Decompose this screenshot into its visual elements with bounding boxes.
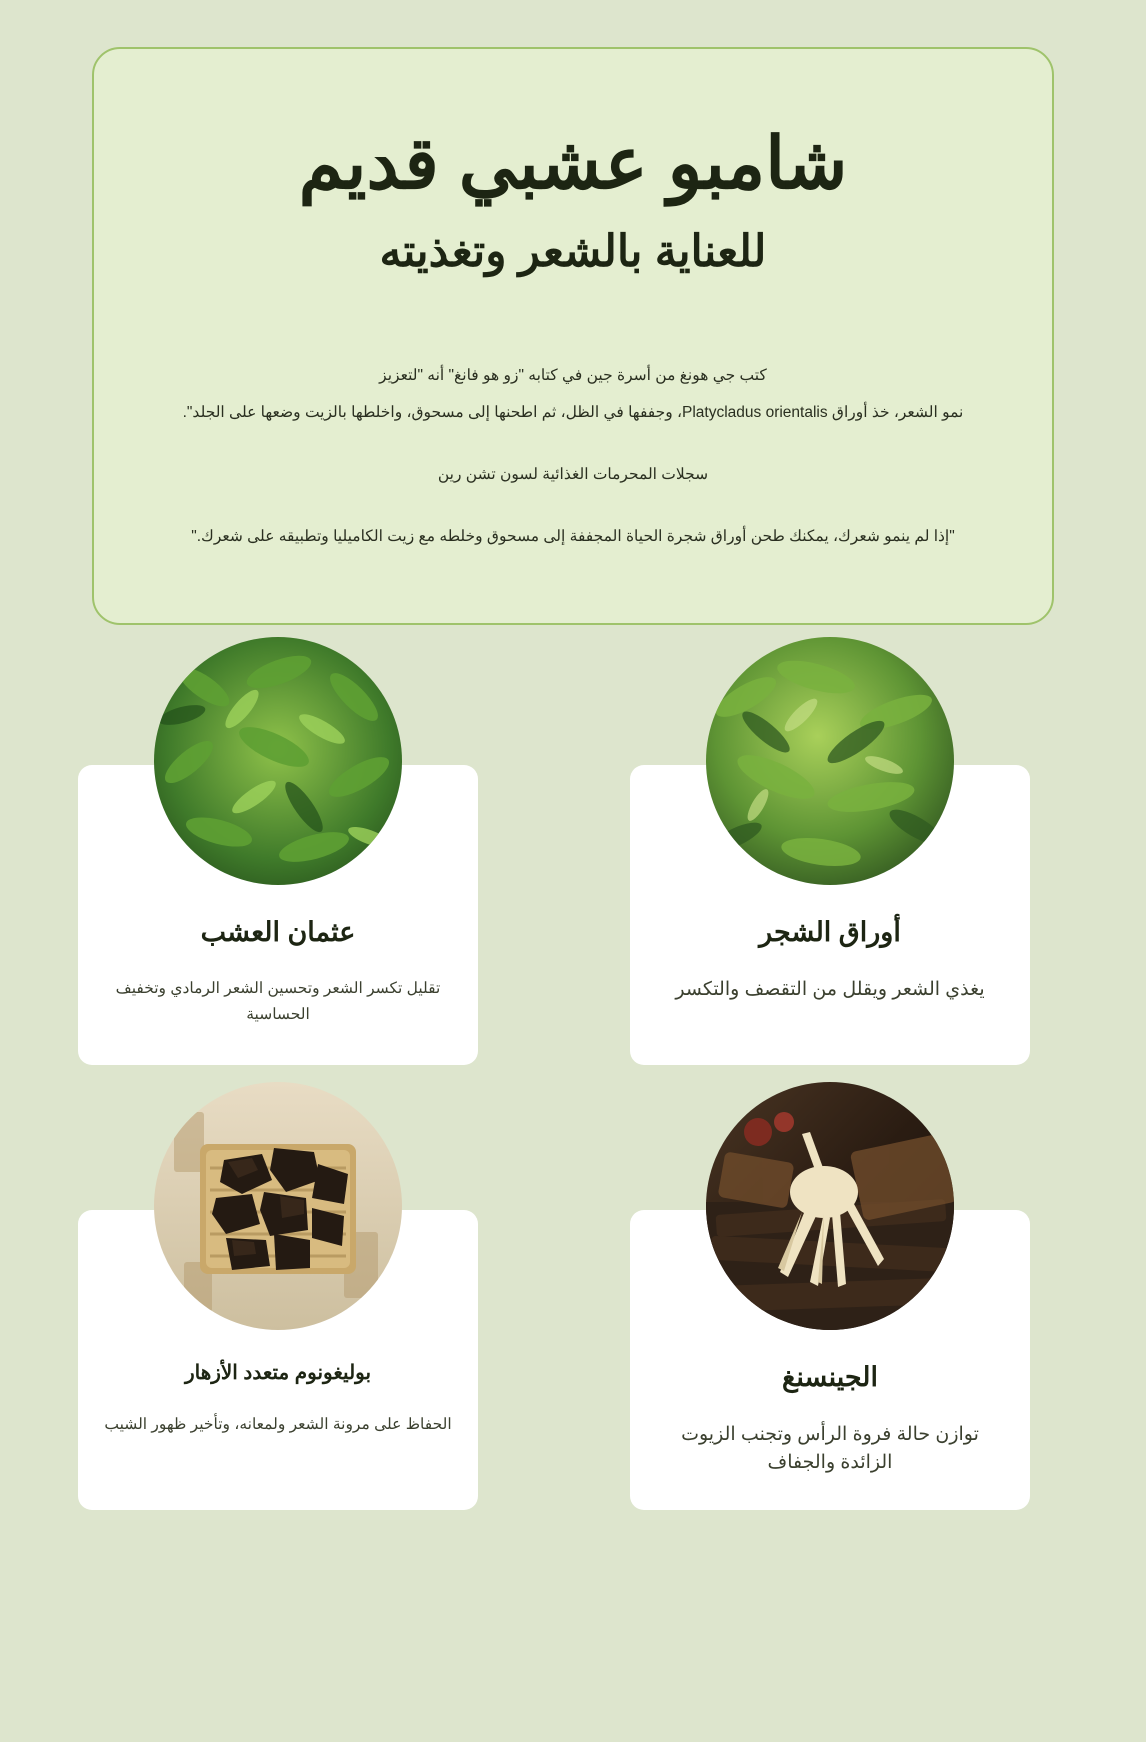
hero-paragraph-1: كتب جي هونغ من أسرة جين في كتابه "زو هو فانغ" أنه "لتعزيز	[379, 367, 767, 385]
dried-polygonum-pieces-photo	[154, 1082, 402, 1330]
ginseng-root-photo	[706, 1082, 954, 1330]
ingredient-title: بوليغونوم متعدد الأزهار	[184, 1362, 372, 1384]
ingredient-desc: توازن حالة فروة الرأس وتجنب الزيوت الزائدة والجفاف	[681, 1424, 979, 1473]
ingredient-title: عثمان العشب	[200, 917, 356, 947]
hero-paragraph-2: نمو الشعر، خذ أوراق Platycladus orientalis، وجففها في الظل، ثم اطحنها إلى مسحوق، واخلطها بالزيت وضعها على الجلد".	[182, 403, 964, 421]
hero-card	[92, 47, 1054, 625]
ingredient-card-4	[78, 1210, 478, 1510]
ingredient-title: الجينسنغ	[781, 1362, 879, 1392]
ingredient-card-3	[630, 1210, 1030, 1510]
paragraph-spacer	[154, 431, 992, 457]
hero-paragraph-3: سجلات المحرمات الغذائية لسون تشن رين	[437, 466, 709, 484]
cypress-foliage-photo	[706, 637, 954, 885]
ingredient-desc: تقليل تكسر الشعر وتحسين الشعر الرمادي وتخفيف الحساسية	[115, 980, 441, 1024]
ingredient-row-2	[0, 1100, 1146, 1540]
ingredient-card-2	[78, 765, 478, 1065]
page-subtitle: للعناية بالشعر وتغذيته	[379, 227, 767, 276]
hero-paragraph-4: "إذا لم ينمو شعرك، يمكنك طحن أوراق شجرة الحياة المجففة إلى مسحوق وخلطه مع زيت الكاميليا وتطبيقه على شعرك."	[191, 528, 955, 546]
ingredient-card-1	[630, 765, 1030, 1065]
green-herb-leaves-photo	[154, 637, 402, 885]
hero-body	[154, 358, 992, 556]
ingredient-title: أوراق الشجر	[759, 917, 901, 947]
ingredient-grid	[0, 660, 1146, 1540]
ingredient-row-1	[0, 660, 1146, 1100]
paragraph-spacer-2	[154, 493, 992, 519]
ingredient-desc: يغذي الشعر ويقلل من التقصف والتكسر	[675, 979, 985, 1001]
ingredient-desc: الحفاظ على مرونة الشعر ولمعانه، وتأخير ظهور الشيب	[104, 1416, 452, 1433]
page-title: شامبو عشبي قديم	[298, 124, 848, 204]
